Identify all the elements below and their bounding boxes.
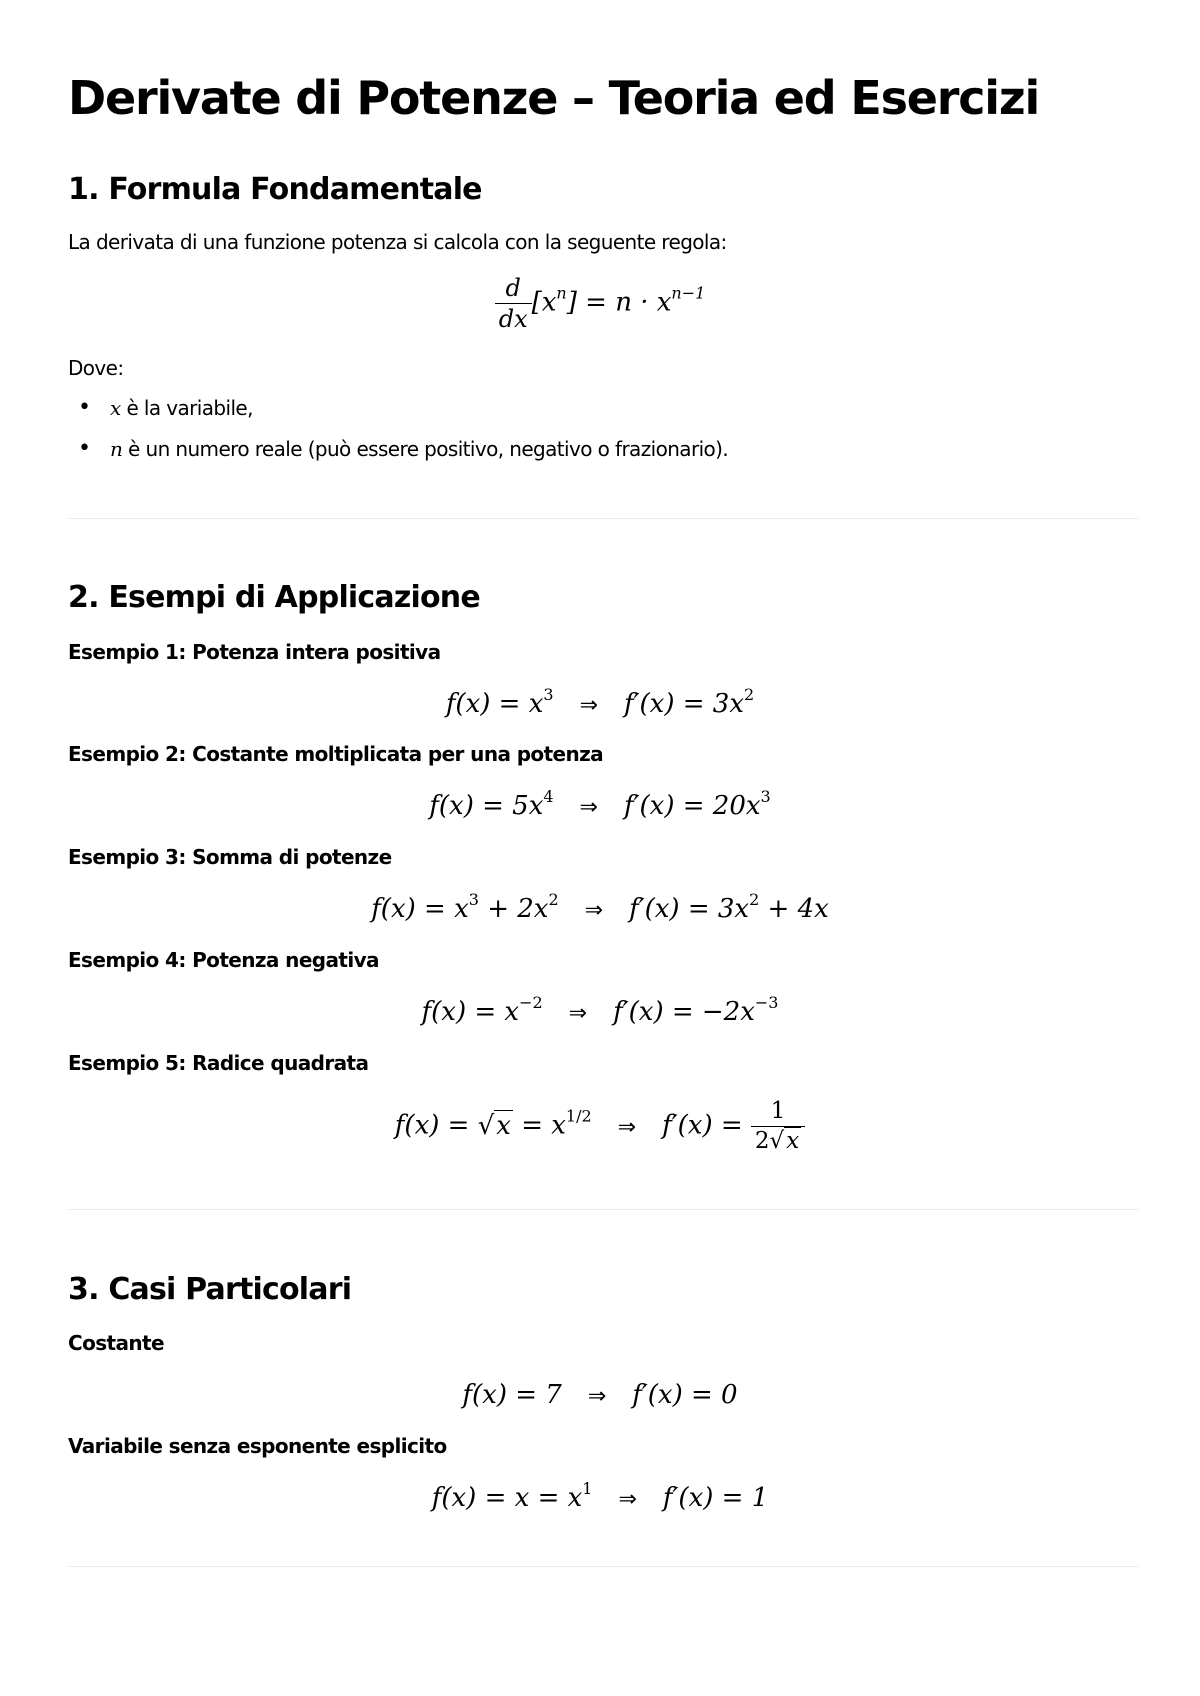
page-title: Derivate di Potenze – Teoria ed Esercizi (68, 71, 1040, 125)
example-formula: $f(x) = x^3$ ⇒ $f'(x) = 3x^2$ (445, 685, 755, 719)
case-label: Costante (68, 1331, 164, 1355)
list-item: • x è la variabile, (68, 394, 728, 422)
case-formula: $f(x) = x = x^1$ ⇒ f′(x) = 1 (431, 1479, 769, 1513)
example-formula: $f(x) = x^3 + 2x^2$ ⇒ $f'(x) = 3x^2 + 4x$ (371, 890, 829, 924)
where-label: Dove: (68, 356, 124, 380)
case-label: Variabile senza esponente esplicito (68, 1434, 447, 1458)
example-label: Esempio 5: Radice quadrata (68, 1051, 369, 1075)
section-intro: La derivata di una funzione potenza si calcola con la seguente regola: (68, 230, 727, 254)
case-formula: f(x) = 7 ⇒ f′(x) = 0 (462, 1380, 738, 1410)
example-label: Esempio 3: Somma di potenze (68, 845, 392, 869)
example-label: Esempio 1: Potenza intera positiva (68, 640, 441, 664)
list-item: • n è un numero reale (può essere positivo, negativo o frazionario). (68, 435, 728, 463)
example-label: Esempio 4: Potenza negativa (68, 948, 379, 972)
square-root: √x (477, 1110, 511, 1141)
example-formula: $f(x) = x^{-2}$ ⇒ $f'(x) = -2x^{-3}$ (421, 993, 779, 1027)
section-heading-examples: 2. Esempi di Applicazione (68, 580, 480, 615)
section-heading-special-cases: 3. Casi Particolari (68, 1272, 352, 1307)
section-divider (68, 1566, 1138, 1567)
definitions-list (68, 394, 728, 463)
example-label: Esempio 2: Costante moltiplicata per una potenza (68, 742, 604, 766)
derivative-operator: $\frac{d}{dx}$ (495, 276, 532, 331)
section-divider (68, 518, 1138, 519)
section-divider (68, 1209, 1138, 1210)
section-heading-formula: 1. Formula Fondamentale (68, 172, 482, 207)
fraction: $\frac{1}{2√x}$ (751, 1100, 805, 1153)
example-formula: $f(x) = √x = x^{1/2}$ ⇒ f′(x) = $\frac{1}{2√x}$ (0, 1100, 1200, 1153)
power-rule-formula: $\frac{d}{dx}$ $[x^n] = n \cdot x^{n-1}$ (0, 276, 1200, 331)
example-formula: $f(x) = 5x^4$ ⇒ $f'(x) = 20x^3$ (429, 787, 771, 821)
